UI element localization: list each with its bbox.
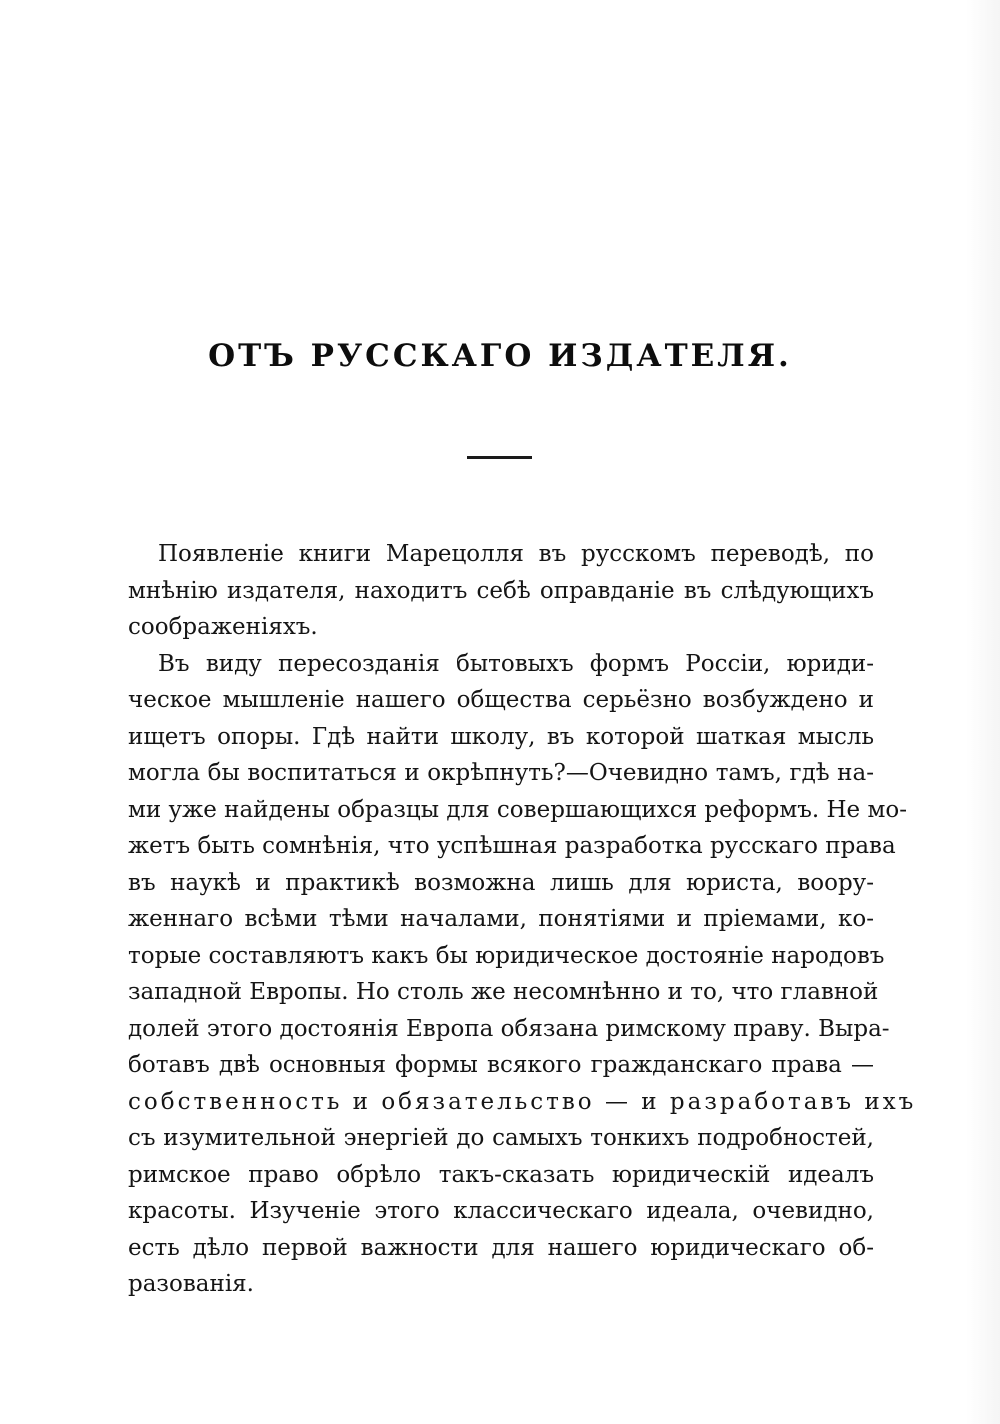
text-line-spaced: собственность и обязательство — и разработавъ ихъ	[128, 1088, 917, 1115]
text-line: есть дѣло первой важности для нашего юридическаго об-	[128, 1234, 874, 1261]
text-line: въ наукѣ и практикѣ возможна лишь для юриста, воору-	[128, 869, 874, 896]
text-line: соображеніяхъ.	[128, 614, 318, 640]
text-line: мнѣнію издателя, находитъ себѣ оправданіе въ слѣдующихъ	[128, 577, 874, 604]
text-line: западной Европы. Но столь же несомнѣнно и то, что главной	[128, 979, 879, 1005]
text-line: Въ виду пересозданія бытовыхъ формъ Россіи, юриди-	[158, 650, 874, 677]
text-line: ищетъ опоры. Гдѣ найти школу, въ которой шаткая мысль	[128, 723, 874, 750]
body-text	[128, 536, 917, 1303]
text-line: жетъ быть сомнѣнія, что успѣшная разработка русскаго права	[128, 833, 896, 859]
text-line: римское право обрѣло такъ-сказать юридическій идеалъ	[128, 1161, 874, 1188]
text-line: ми уже найдены образцы для совершающихся реформъ. Не мо-	[128, 796, 907, 823]
text-line: разованія.	[128, 1271, 254, 1297]
text-line: красоты. Изученіе этого классическаго идеала, очевидно,	[128, 1198, 874, 1224]
text-line: ботавъ двѣ основныя формы всякого гражданскаго права —	[128, 1052, 874, 1078]
page-title: ОТЪ РУССКАГО ИЗДАТЕЛЯ.	[208, 338, 792, 374]
text-line: торые составляютъ какъ бы юридическое достояніе народовъ	[128, 942, 885, 969]
text-line: Появленіе книги Марецолля въ русскомъ переводѣ, по	[158, 541, 874, 567]
text-line: долей этого достоянія Европа обязана римскому праву. Выра-	[128, 1015, 890, 1042]
page-edge-shadow	[966, 0, 1000, 1424]
text-line: могла бы воспитаться и окрѣпнуть?—Очевидно тамъ, гдѣ на-	[128, 760, 874, 786]
text-line: ческое мышленіе нашего общества серьёзно возбуждено и	[128, 687, 874, 713]
text-line: женнаго всѣми тѣми началами, понятіями и пріемами, ко-	[128, 906, 874, 932]
title-divider	[467, 456, 532, 459]
text-line: съ изумительной энергіей до самыхъ тонкихъ подробностей,	[128, 1125, 874, 1151]
